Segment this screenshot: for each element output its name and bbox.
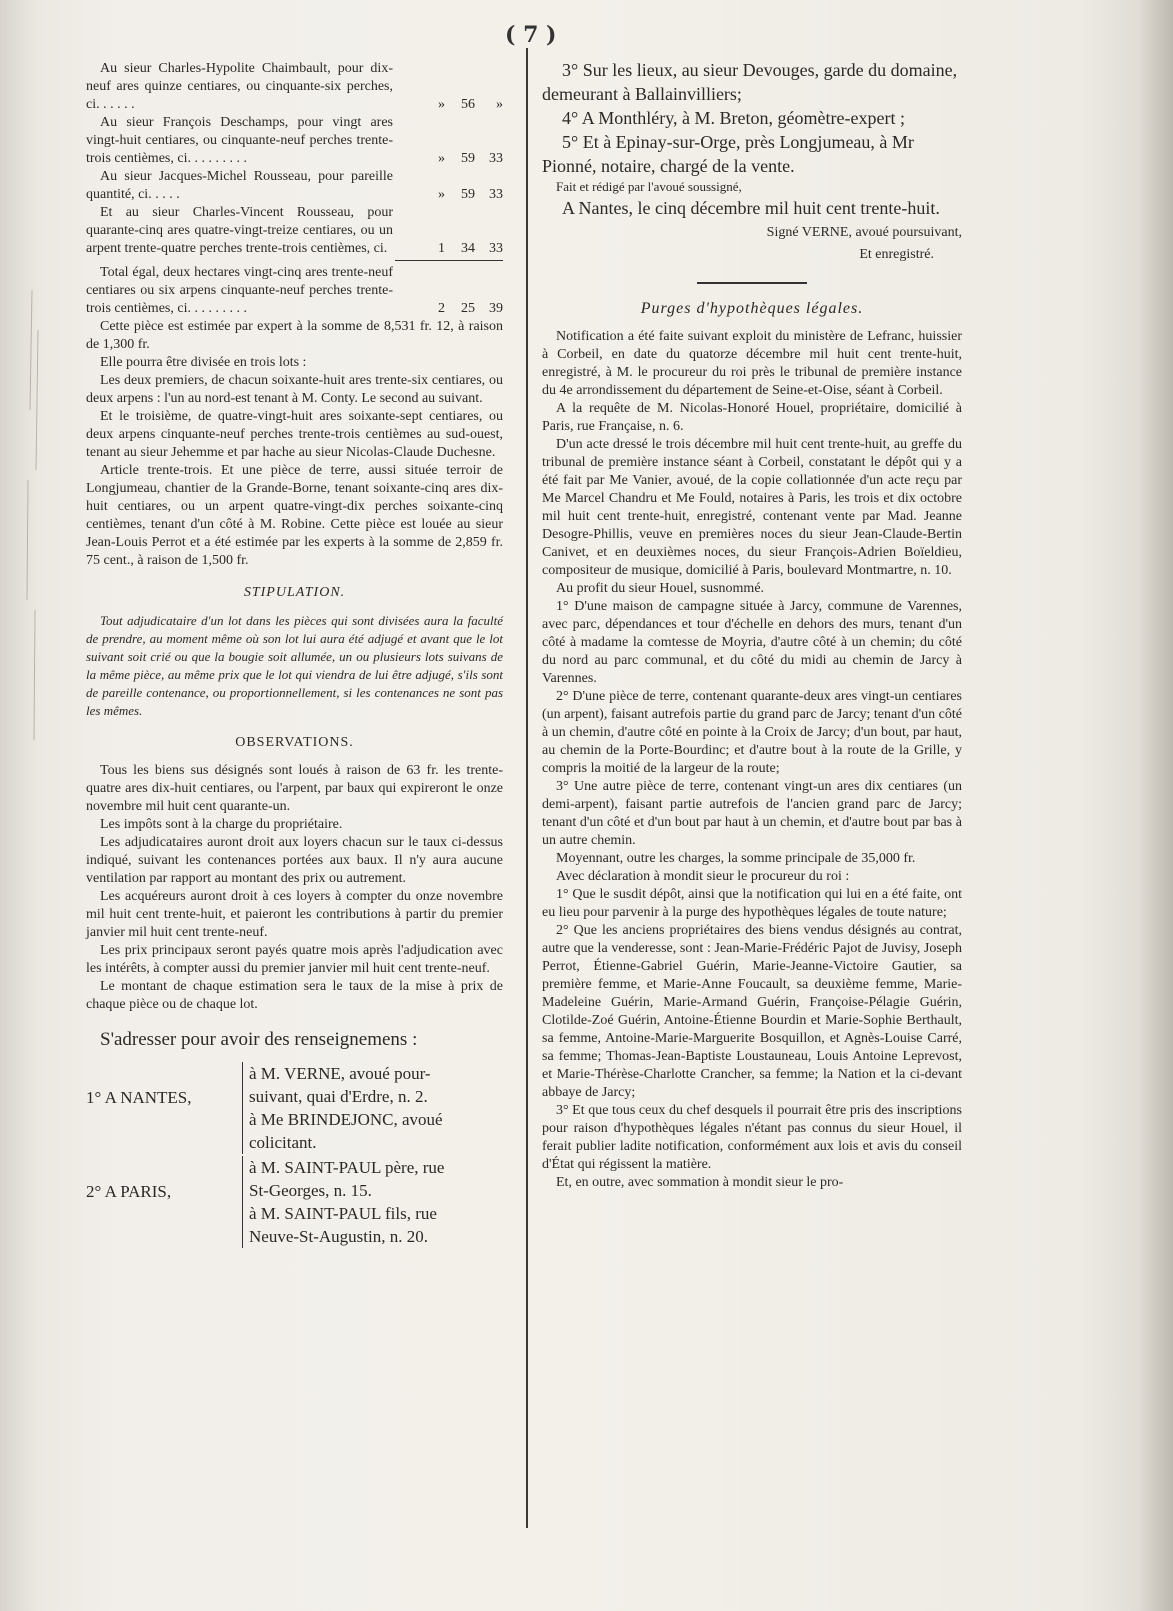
paragraph: Et le troisième, de quatre-vingt-huit ares soixante-sept centiares, ou deux arpens cinquante-neuf perches trente-trois centièmes au sud-ouest, tenant au sieur Jehemme et par hache au sieur Nicolas-Claude Duchesne. bbox=[86, 409, 503, 460]
paragraph: Moyennant, outre les charges, la somme principale de 35,000 fr. bbox=[556, 851, 916, 866]
parcel-row: Au sieur Jacques-Michel Rousseau, pour pareille quantité, ci. . . . . » 59 33 bbox=[86, 169, 503, 202]
paragraph: Le montant de chaque estimation sera le taux de la mise à prix de chaque pièce ou de chaque lot. bbox=[86, 979, 503, 1012]
paragraph: Les acquéreurs auront droit à ces loyers à compter du onze novembre mil huit cent trente-huit, et paieront les contributions à partir du premier janvier mil huit cent trente-neuf. bbox=[86, 889, 503, 940]
paragraph: 3° Et que tous ceux du chef desquels il pourrait être pris des inscriptions pour raison d'hypothèques légales n'étant pas connus du sieur Houel, il ferait publier ladite notification, conformément aux lois et avis du conseil d'État qui régissent la matière. bbox=[542, 1103, 962, 1172]
paragraph: Article trente-trois. Et une pièce de terre, aussi située terroir de Longjumeau, chantier de la Grande-Borne, tenant soixante-cinq ares dix-huit centiares, ou un arpent quatre-vingt-dix perches soixante-cinq centièmes, tenant d'un côté à M. Robine. Cette pièce est louée au sieur Jean-Louis Perrot et a été estimée par les experts à la somme de 2,859 fr. 75 cent., à raison de 1,500 fr. bbox=[86, 463, 503, 568]
parcel-row: Au sieur François Deschamps, pour vingt ares vingt-huit centiares, ou cinquante-neuf perches trente-trois centièmes, ci. . . . . . . . . » 59 33 bbox=[86, 115, 503, 166]
registration-line: Et enregistré. bbox=[859, 247, 934, 262]
paragraph: Les prix principaux seront payés quatre mois après l'adjudication avec les intérêts, à compter aussi du premier janvier mil huit cent trente-neuf. bbox=[86, 943, 503, 976]
paragraph: Au profit du sieur Houel, susnommé. bbox=[556, 581, 765, 596]
parcel-row: Et au sieur Charles-Vincent Rousseau, pour quarante-cinq ares quatre-vingt-treize centiares, ou un arpent trente-quatre perches trente-trois centièmes, ci. 1 34 33 bbox=[86, 205, 503, 256]
parcel-list bbox=[86, 60, 503, 318]
address-nantes: 1° A NANTES, à M. VERNE, avoué pour- suivant, quai d'Erdre, n. 2. à Me BRINDEJONC, avoué colicitant. bbox=[86, 1062, 503, 1154]
sum-rule bbox=[395, 260, 503, 261]
contact-line: 4° A Monthléry, à M. Breton, géomètre-expert ; bbox=[562, 108, 905, 128]
left-column bbox=[86, 60, 503, 1248]
margin-handwriting bbox=[10, 270, 50, 790]
paragraph: A la requête de M. Nicolas-Honoré Houel, propriétaire, domicilié à Paris, rue Française, n. 6. bbox=[542, 401, 962, 434]
paragraph: Elle pourra être divisée en trois lots : bbox=[100, 355, 307, 370]
paragraph: 2° D'une pièce de terre, contenant quarante-deux ares vingt-un centiares (un arpent), faisant autrefois partie du grand parc de Jarcy; tenant d'un côté à un chemin, d'autre côté en pointe à la Croix de Jarcy; d'un bout, par haut, au chemin de la Porte-Bourdinc; et d'autre bout à la route de la Grille, y compris la moitié de la largeur de la route; bbox=[542, 689, 962, 776]
paragraph: 3° Une autre pièce de terre, contenant vingt-un ares dix centiares (un demi-arpent), faisant partie autrefois de l'ancien grand parc de Jarcy; tenant d'un côté et d'un bout par haut à un chemin, et d'autre bout par bas à un autre chemin. bbox=[542, 779, 962, 848]
stipulation-heading: STIPULATION. bbox=[243, 585, 346, 600]
paragraph: 1° D'une maison de campagne située à Jarcy, commune de Varennes, avec parc, dépendances et tour d'échelle en dehors des murs, tenant d'un côté à madame la comtesse de Moyria, d'autre côté à un chemin; du côté du nord au parc communal, et du côté du midi au chemin de Jarcy à Varennes. bbox=[542, 599, 962, 686]
signature-line: Signé VERNE, avoué poursuivant, bbox=[766, 225, 962, 240]
contact-line: 3° Sur les lieux, au sieur Devouges, garde du domaine, demeurant à Ballainvilliers; bbox=[542, 60, 958, 104]
paragraph: Les impôts sont à la charge du propriétaire. bbox=[100, 817, 343, 832]
paragraph: Les adjudicataires auront droit aux loyers chacun sur le taux ci-dessus indiqué, suivant les contenances portées aux baux. Il n'y aura aucune ventilation par rapport au montant des prix ou autrement. bbox=[86, 835, 503, 886]
city-label: 2° A PARIS, bbox=[86, 1182, 172, 1201]
purges-heading: Purges d'hypothèques légales. bbox=[640, 300, 864, 317]
page-number: ( 7 ) bbox=[505, 22, 557, 48]
date-line: A Nantes, le cinq décembre mil huit cent trente-huit. bbox=[562, 198, 940, 218]
paragraph: 1° Que le susdit dépôt, ainsi que la notification qui lui en a été faite, ont eu lieu pour parvenir à la purge des hypothèques légales de toute nature; bbox=[542, 887, 962, 920]
observations-heading: OBSERVATIONS. bbox=[235, 735, 354, 750]
right-column bbox=[542, 58, 962, 1192]
city-label: 1° A NANTES, bbox=[86, 1088, 192, 1107]
paragraph: Tous les biens sus désignés sont loués à raison de 63 fr. les trente-quatre ares dix-huit centiares, ou l'arpent, par baux qui expireront le onze novembre mil huit cent quarante-un. bbox=[86, 763, 503, 814]
address-paris: 2° A PARIS, à M. SAINT-PAUL père, rue St-Georges, n. 15. à M. SAINT-PAUL fils, rue Neuve-St-Augustin, n. 20. bbox=[86, 1156, 503, 1248]
total-row: Total égal, deux hectares vingt-cinq ares trente-neuf centiares ou six arpens cinquante-neuf perches trente-trois centièmes, ci. . . . . . . . . 2 25 39 bbox=[86, 265, 503, 316]
parcel-row: Au sieur Charles-Hypolite Chaimbault, pour dix-neuf ares quinze centiares, ou cinquante-six perches, ci. . . . . . » 56 » bbox=[86, 61, 503, 112]
paragraph: Les deux premiers, de chacun soixante-huit ares trente-six centiares, ou deux arpens : l'un au nord-est tenant à M. Conty. Le second au suivant. bbox=[86, 373, 503, 406]
contact-line: 5° Et à Epinay-sur-Orge, près Longjumeau, à Mr Pionné, notaire, chargé de la vente. bbox=[542, 132, 914, 176]
section-rule bbox=[697, 282, 807, 284]
paragraph: Cette pièce est estimée par expert à la somme de 8,531 fr. 12, à raison de 1,300 fr. bbox=[86, 319, 503, 352]
paragraph: 2° Que les anciens propriétaires des biens vendus désignés au contrat, autre que la venderesse, sont : Jean-Marie-Frédéric Pajot de Juvisy, Joseph Perrot, Étienne-Gabriel Guérin, Marie-Jeanne-Victoire Gautier, sa première femme, et Marie-Anne Foucault, sa deuxième femme, Marie-Madeleine Guérin, Marie-Armand Guérin, Françoise-Pélagie Guérin, Clotilde-Zoé Guérin, Antoine-Étienne Bourdin et Marie-Sophie Berthault, sa femme, Antoine-Marie-Marguerite Bosquillon, et Agnès-Louise Carré, sa femme; Thomas-Jean-Baptiste Loustauneau, Louis Antoine Leprevost, et Marie-Thérèse-Charlotte Crancher, sa femme; la Nation et la ci-devant abbaye de Jarcy; bbox=[542, 923, 962, 1100]
stipulation-body: Tout adjudicataire d'un lot dans les pièces qui sont divisées aura la faculté de prendre, au moment même où son lot lui aura été adjugé et avant que le lot suivant soit crié ou que la bougie soit allumée, un ou plusieurs lots suivans de la même pièce, au même prix que le lot qui viendra de lui être adjugé, s'ils sont de pareille contenance, ou proportionnellement, si les contenances ne sont pas les mêmes. bbox=[86, 613, 503, 718]
paragraph: Notification a été faite suivant exploit du ministère de Lefranc, huissier à Corbeil, en date du quatorze décembre mil huit cent trente-huit, enregistré, à M. le procureur du roi près le tribunal de première instance du 4e arrondissement du département de Seine-et-Oise, séant à Corbeil. bbox=[542, 329, 962, 398]
fait-line: Fait et rédigé par l'avoué soussigné, bbox=[556, 179, 742, 194]
paragraph: Et, en outre, avec sommation à mondit sieur le pro- bbox=[556, 1175, 844, 1190]
paragraph: Avec déclaration à mondit sieur le procureur du roi : bbox=[556, 869, 850, 884]
column-divider bbox=[526, 48, 528, 1528]
contact-intro: S'adresser pour avoir des renseignemens : bbox=[100, 1029, 418, 1050]
paragraph: D'un acte dressé le trois décembre mil huit cent trente-huit, au greffe du tribunal de première instance séant à Corbeil, constatant le dépôt qui y a été fait par Me Vanier, avoué, de la copie collationnée d'un acte reçu par Me Marcel Chandru et Me Fould, notaires à Paris, les trois et dix octobre mil huit cent trente-huit, enregistré, contenant vente par Mad. Jeanne Desogre-Phillis, veuve en premières noces du sieur Jean-Claude-Bertin Canivet, et en deuxièmes noces, du sieur François-Adrien Boïeldieu, compositeur de musique, domicilié à Paris, boulevard Montmartre, n. 10. bbox=[542, 437, 962, 578]
